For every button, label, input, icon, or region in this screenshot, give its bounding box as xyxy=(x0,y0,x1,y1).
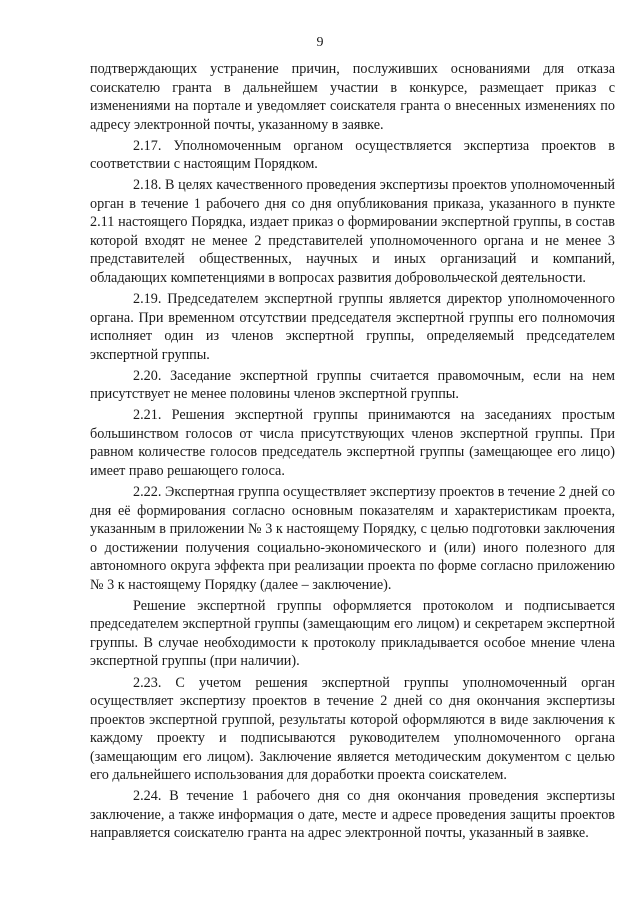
paragraph-continuation: подтверждающих устранение причин, послуживших основаниями для отказа соискателю гранта в дальнейшем участии в конкурсе, размещает приказ с изменениями на портале и уведомляет соискателя гранта о внесенных изменениях по адресу электронной почты, указанному в заявке. xyxy=(90,61,615,133)
paragraph-2-17: 2.17. Уполномоченным органом осуществляется экспертиза проектов в соответствии с настоящим Порядком. xyxy=(90,137,615,173)
page-number: 9 xyxy=(316,35,324,50)
paragraph-2-24: 2.24. В течение 1 рабочего дня со дня окончания проведения экспертизы заключение, а также информация о дате, месте и адресе проведения защиты проектов направляется соискателю гранта на адрес электронной почты, указанный в заявке. xyxy=(90,788,615,842)
paragraph-2-21: 2.21. Решения экспертной группы принимаются на заседаниях простым большинством голосов от числа присутствующих членов экспертной группы. При равном количестве голосов председатель экспертной группы (замещающее его лицо) имеет право решающего голоса. xyxy=(90,407,615,479)
paragraph-2-18: 2.18. В целях качественного проведения экспертизы проектов уполномоченный орган в течение 1 рабочего дня со дня опубликования приказа, указанного в пункте 2.11 настоящего Порядка, издает приказ о формировании экспертной группы, в состав которой входят не менее 2 представителей уполномоченного органа и не менее 3 представителей общественных, научных и иных организаций и компаний, обладающих компетенциями в вопросах развития добровольческой деятельности. xyxy=(90,177,615,287)
document-body xyxy=(90,60,615,843)
paragraph-2-19: 2.19. Председателем экспертной группы является директор уполномоченного органа. При временном отсутствии председателя экспертной группы его полномочия исполняет один из членов экспертной группы, определяемый председателем экспертной группы. xyxy=(90,291,615,363)
paragraph-2-23: 2.23. С учетом решения экспертной группы уполномоченный орган осуществляет экспертизу проектов в течение 2 дней со дня окончания экспертизы проектов экспертной группой, результаты которой оформляются в виде заключения к каждому проекту и подписываются руководителем уполномоченного органа (замещающим его лицом). Заключение является методическим документом с целью его дальнейшего использования для доработки проекта соискателем. xyxy=(90,674,615,784)
paragraph-2-22: 2.22. Экспертная группа осуществляет экспертизу проектов в течение 2 дней со дня её формирования согласно основным показателям и характеристикам проекта, указанным в приложении № 3 к настоящему Порядку, с целью подготовки заключения о достижении получения социально-экономического и (или) иного полезного для автономного округа эффекта при реализации проекта по форме согласно приложению № 3 к настоящему Порядку (далее – заключение). xyxy=(90,484,615,593)
paragraph-2-20: 2.20. Заседание экспертной группы считается правомочным, если на нем присутствует не менее половины членов экспертной группы. xyxy=(90,367,615,403)
paragraph-2-22-decision: Решение экспертной группы оформляется протоколом и подписывается председателем экспертной группы (замещающим его лицом) и секретарем экспертной группы. В случае необходимости к протоколу прикладывается особое мнение члена экспертной группы (при наличии). xyxy=(90,597,615,670)
